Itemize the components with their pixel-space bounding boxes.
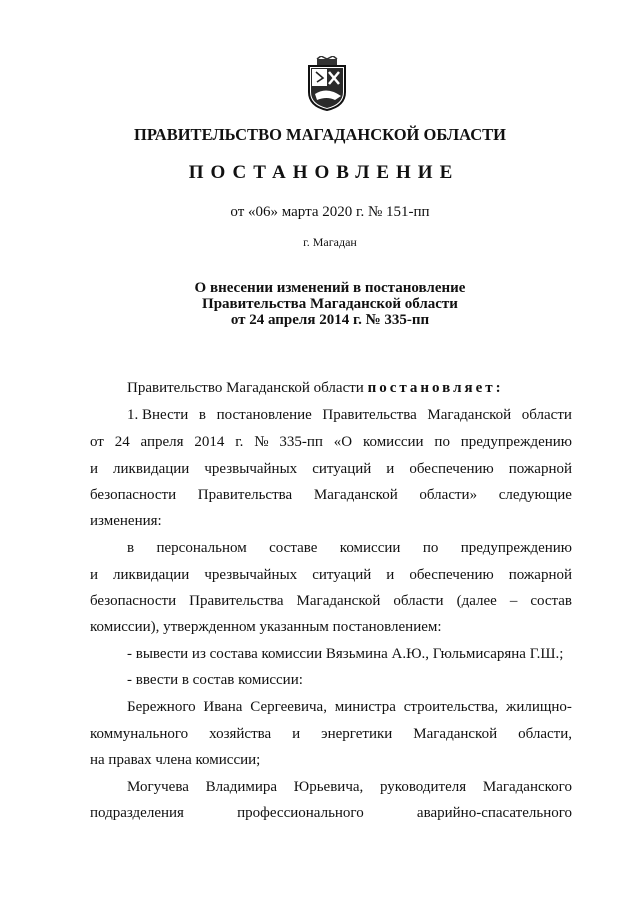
- word: ситуаций: [312, 461, 372, 477]
- word: пожарной: [508, 461, 572, 477]
- intro-line: [127, 378, 504, 398]
- word: пожарной: [508, 567, 572, 583]
- word: области,: [518, 726, 572, 742]
- word: в: [127, 540, 135, 556]
- word: обеспечению: [409, 461, 494, 477]
- document-date-number: от «06» марта 2020 г. № 151-пп: [230, 204, 430, 220]
- word: жилищно-: [505, 699, 572, 715]
- word: г.: [235, 434, 244, 450]
- word: в: [198, 407, 206, 423]
- subject-line: от 24 апреля 2014 г. № 335-пп: [230, 312, 430, 328]
- word: аварийно-спасательного: [416, 805, 572, 821]
- coat-of-arms-icon: [305, 56, 349, 112]
- word: Правительства: [197, 487, 293, 503]
- word: и: [386, 567, 395, 583]
- word: Юрьевича,: [293, 779, 364, 795]
- word: и: [90, 461, 99, 477]
- word: области: [521, 407, 572, 423]
- word: Магаданского: [482, 779, 572, 795]
- word: чрезвычайных: [204, 567, 298, 583]
- intro-verb: постановляет:: [367, 380, 504, 396]
- word: безопасности: [90, 593, 177, 609]
- word: Ивана: [203, 699, 243, 715]
- word: области»: [419, 487, 478, 503]
- word: постановление: [216, 407, 312, 423]
- text-line: [90, 724, 572, 744]
- subject-line: О внесении изменений в постановление: [194, 280, 466, 296]
- word: 1. Внести: [127, 407, 189, 423]
- word: энергетики: [321, 726, 393, 742]
- word: предупреждению: [460, 540, 572, 556]
- text-line: [90, 803, 572, 823]
- word: –: [509, 593, 518, 609]
- removal-line: - вывести из состава комиссии Вязьмина А.Ю., Гюльмисаряна Г.Ш.;: [127, 646, 564, 662]
- word: 2014: [194, 434, 225, 450]
- word: составе: [269, 540, 318, 556]
- word: обеспечению: [409, 567, 494, 583]
- word: Магаданской: [413, 726, 498, 742]
- word: профессионального: [237, 805, 364, 821]
- word: от: [90, 434, 104, 450]
- word: Сергеевича,: [250, 699, 327, 715]
- text-line: [90, 591, 572, 611]
- word: предупреждению: [460, 434, 572, 450]
- text-line: [127, 405, 572, 425]
- word: Магаданской: [427, 407, 512, 423]
- word: ликвидации: [113, 461, 190, 477]
- word: комиссии: [339, 540, 401, 556]
- word: Бережного: [127, 699, 196, 715]
- document-type: ПОСТАНОВЛЕНИЕ: [188, 162, 460, 183]
- document-city: г. Магадан: [303, 235, 357, 249]
- word: 335-пп: [279, 434, 323, 450]
- text-line: [127, 697, 572, 717]
- word: области: [393, 593, 444, 609]
- word: ситуаций: [312, 567, 372, 583]
- text-line: комиссии), утвержденном указанным постановлением:: [90, 619, 442, 635]
- word: и: [90, 567, 99, 583]
- word: министра: [334, 699, 396, 715]
- text-line: [90, 485, 572, 505]
- word: строительства,: [403, 699, 499, 715]
- word: апреля: [140, 434, 184, 450]
- word: Могучева: [127, 779, 189, 795]
- word: Владимира: [205, 779, 278, 795]
- word: №: [254, 434, 269, 450]
- text-line: [90, 565, 572, 585]
- word: Правительства: [189, 593, 284, 609]
- word: 24: [114, 434, 130, 450]
- text-line: на правах члена комиссии;: [90, 752, 261, 768]
- word: безопасности: [90, 487, 177, 503]
- word: подразделения: [90, 805, 184, 821]
- text-line: [90, 459, 572, 479]
- addition-line: - ввести в состав комиссии:: [127, 672, 303, 688]
- word: (далее: [456, 593, 497, 609]
- text-line: [90, 432, 572, 452]
- word: руководителя: [380, 779, 467, 795]
- subject-line: Правительства Магаданской области: [202, 296, 458, 312]
- word: ликвидации: [113, 567, 190, 583]
- word: состав: [530, 593, 572, 609]
- word: комиссии: [362, 434, 424, 450]
- text-line: изменения:: [90, 513, 162, 529]
- word: по: [434, 434, 450, 450]
- document-subject: [0, 280, 640, 328]
- word: Магаданской: [296, 593, 381, 609]
- text-line: [127, 777, 572, 797]
- word: и: [292, 726, 301, 742]
- government-name: ПРАВИТЕЛЬСТВО МАГАДАНСКОЙ ОБЛАСТИ: [134, 125, 506, 144]
- word: персональном: [156, 540, 247, 556]
- word: коммунального: [90, 726, 189, 742]
- word: Правительства: [322, 407, 417, 423]
- word: по: [422, 540, 439, 556]
- text-line: [127, 538, 572, 558]
- word: чрезвычайных: [204, 461, 298, 477]
- word: хозяйства: [209, 726, 272, 742]
- word: Магаданской: [313, 487, 398, 503]
- intro-prefix: Правительство Магаданской области: [127, 380, 364, 396]
- word: «О: [333, 434, 353, 450]
- word: и: [386, 461, 395, 477]
- word: следующие: [498, 487, 572, 503]
